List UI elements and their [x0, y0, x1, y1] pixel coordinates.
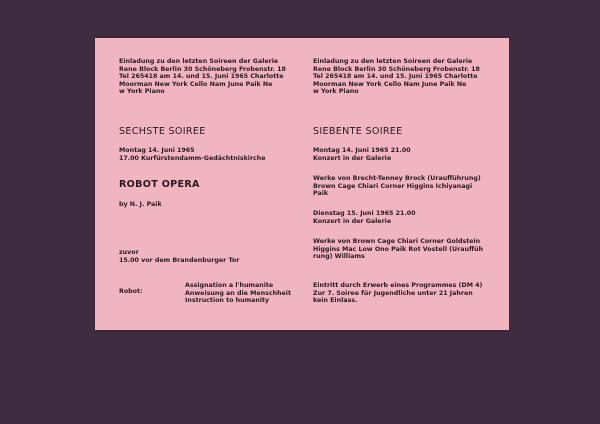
left-intro-line: Moorman New York Cello Nam June Paik Ne	[119, 80, 273, 88]
robot-label: Robot:	[119, 288, 143, 295]
works-monday-line: Brown Cage Chiari Corner Higgins Ichiyanagi	[313, 182, 473, 190]
sechste-schedule	[119, 147, 266, 162]
entry-line: Eintritt durch Erwerb eines Programmes (DM 4)	[313, 282, 483, 289]
right-intro-line: Tel 265418 am 14. und 15. Juni 1965 Charlotte	[313, 73, 478, 81]
right-intro-line: Moorman New York Cello Nam June Paik Ne	[313, 80, 467, 88]
heading-siebente-soiree: SIEBENTE SOIREE	[313, 126, 403, 137]
heading-robot-opera: ROBOT OPERA	[119, 179, 200, 190]
works-tuesday-line: Higgins Mac Low Ono Paik Rot Vostell (Urauffüh	[313, 245, 484, 253]
tuesday-concert	[313, 210, 416, 225]
works-monday-line: Werke von Brecht-Tenney Brock (Uraufführung)	[313, 175, 481, 182]
works-monday	[313, 175, 481, 198]
works-tuesday	[313, 238, 483, 261]
works-tuesday-line: Werke von Brown Cage Chiari Corner Goldstein	[313, 238, 481, 245]
entry-line: Zur 7. Soiree für Jugendliche unter 21 Jahren	[313, 289, 473, 297]
entry-line: kein Einlass.	[313, 297, 358, 305]
monday-line: Montag 14. Juni 1965 21.00	[313, 147, 411, 154]
monday-line: Konzert in der Galerie	[313, 154, 392, 162]
works-monday-line: Paik	[313, 190, 329, 198]
robot-statement	[185, 282, 291, 305]
left-intro-line: Rene Block Berlin 30 Schöneberg Frobenstr. 18	[119, 65, 286, 73]
left-intro-line: Tel 265418 am 14. und 15. Juni 1965 Charlotte	[119, 73, 284, 81]
robot-line: Assignation a l'humanite	[185, 282, 274, 289]
sechste-date: Montag 14. Juni 1965	[119, 147, 195, 154]
right-intro-line: Rene Block Berlin 30 Schöneberg Frobenstr. 18	[313, 65, 480, 73]
before-schedule	[119, 249, 239, 264]
robot-line: Instruction to humanity	[185, 297, 270, 305]
sechste-venue: 17.00 Kurfürstendamm-Gedächtniskirche	[119, 154, 266, 162]
left-intro-line: Einladung zu den letzten Soireen der Galerie	[119, 58, 279, 65]
before-label: zuvor	[119, 249, 139, 256]
heading-sechste-soiree: SECHSTE SOIREE	[119, 126, 206, 137]
before-line: 15.00 vor dem Brandenburger Tor	[119, 256, 240, 264]
robot-line: Anweisung an die Menschheit	[185, 289, 291, 297]
tuesday-line: Dienstag 15. Juni 1965 21.00	[313, 210, 416, 217]
left-intro	[119, 58, 286, 96]
works-tuesday-line: rung) Williams	[313, 253, 365, 261]
byline: by N. J. Paik	[119, 201, 162, 208]
right-intro	[313, 58, 480, 96]
monday-concert	[313, 147, 411, 162]
entry-terms	[313, 282, 482, 305]
tuesday-line: Konzert in der Galerie	[313, 217, 392, 225]
right-intro-line: Einladung zu den letzten Soireen der Galerie	[313, 58, 473, 65]
right-intro-line: w York Piano	[313, 88, 359, 96]
left-intro-line: w York Piano	[119, 88, 165, 96]
invitation-card	[95, 38, 509, 330]
